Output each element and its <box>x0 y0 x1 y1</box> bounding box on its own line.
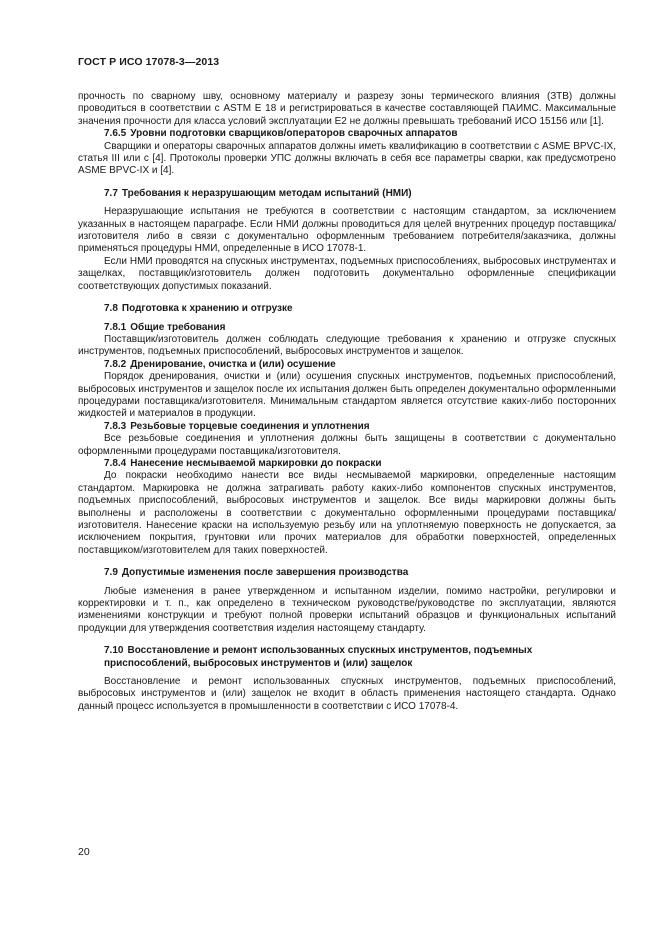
document-body <box>78 91 616 713</box>
heading-title: Требования к неразрушающим методам испытаний (НМИ) <box>121 187 412 199</box>
heading-title: Нанесение несмываемой маркировки до покраски <box>130 457 382 469</box>
paragraph: Любые изменения в ранее утвержденном и испытанном изделии, помимо настройки, регулировки и корректировки и т. п., как определено в техническом руководстве/руководстве по эксплуатации, являются изменениями конструкции и требуют полной проверки испытаний образцов и функциональных испытаний продукции для утверждения соответствия изделия настоящему стандарту. <box>78 585 616 634</box>
heading-number: 7.8.3 <box>104 420 127 432</box>
page-number: 20 <box>78 846 90 858</box>
paragraph: Порядок дренирования, очистки и (или) осушения спускных инструментов, подъемных приспособлений, выбросовых инструментов и защелок после их испытания должен быть определен документально оформленными процедурами поставщика/изготовителя. Минимальным стандартом является отсутствие каких-либо посторонних жидкостей и материалов в продукции. <box>78 371 616 420</box>
heading-number: 7.8.2 <box>104 358 127 370</box>
heading-number: 7.8 <box>104 303 118 315</box>
section-heading <box>78 645 616 670</box>
heading-title: Уровни подготовки сварщиков/операторов сварочных аппаратов <box>130 128 458 140</box>
subsection-heading <box>78 359 616 371</box>
heading-title: Подготовка к хранению и отгрузке <box>121 303 293 315</box>
page-header-title: ГОСТ Р ИСО 17078-3—2013 <box>78 56 220 68</box>
paragraph: Неразрушающие испытания не требуются в соответствии с настоящим стандартом, за исключением указанных в настоящем параграфе. Если НМИ должны проводиться для целей внутренних процедур поставщика/изготовителя либо в связи с документально оформленным требованием потребителя/заказчика, должны применяться процедуры НМИ, определенные в ИСО 17078-1. <box>78 206 616 255</box>
heading-title: Дренирование, очистка и (или) осушение <box>130 358 336 370</box>
heading-number: 7.8.4 <box>104 457 127 469</box>
section-heading <box>78 303 616 315</box>
section-heading <box>78 567 616 579</box>
heading-title: Допустимые изменения после завершения производства <box>121 567 409 579</box>
heading-number: 7.9 <box>104 567 118 579</box>
paragraph: Восстановление и ремонт использованных спускных инструментов, подъемных приспособлений, выбросовых инструментов и (или) защелок не входит в область применения настоящего стандарта. Однако данный процесс используется в промышленности в соответствии с ИСО 17078-4. <box>78 676 616 712</box>
paragraph: Сварщики и операторы сварочных аппаратов должны иметь квалификацию в соответствии с ASME BPVC-IX, статья III или с [4]. Протоколы проверки УПС должны включать в себя все параметры сварки, как предусмотрено ASME BPVC-IX и [4]. <box>78 140 616 177</box>
paragraph: До покраски необходимо нанести все виды несмываемой маркировки, определенные настоящим стандартом. Маркировка не должна затрагивать работу каких-либо компонентов спускных инструментов, подъемных приспособлений, выбросовых инструментов и защелок. Все виды маркировки должны быть выполнены и расположены в соответствии с документально оформленными процедурами поставщика/изготовителя. Нанесение краски на используемую резьбу или на уплотняемую поверхность не допускается, за исключением покрытия, грунтовки или прочих материалов для обработки поверхностей, определенных поставщиком/изготовителем для таких поверхностей. <box>78 470 616 556</box>
heading-number: 7.8.1 <box>104 321 127 333</box>
heading-title: Общие требования <box>130 321 226 333</box>
subsection-heading <box>78 322 616 334</box>
paragraph: Поставщик/изготовитель должен соблюдать следующие требования к хранению и отгрузке спускных инструментов, подъемных приспособлений, выбросовых инструментов и защелок. <box>78 333 616 358</box>
paragraph: Если НМИ проводятся на спускных инструментах, подъемных приспособлениях, выбросовых инструментах и защелках, поставщик/изготовитель должен подготовить документально оформленные спецификации соответствующих допустимых показаний. <box>78 255 616 292</box>
paragraph: прочность по сварному шву, основному материалу и разрезу зоны термического влияния (ЗТВ) должны проводиться в соответствии с ASTM Е 18 и регистрироваться в качестве составляющей ПАИМС. Максимальные значения прочности для класса условий эксплуатации Е2 не должны превышать требований ИСО 15156 или [1]. <box>78 91 616 127</box>
heading-number: 7.10 <box>104 645 124 657</box>
subsection-heading <box>78 128 616 140</box>
subsection-heading <box>78 421 616 433</box>
paragraph: Все резьбовые соединения и уплотнения должны быть защищены в соответствии с документально оформленными процедурами поставщика/изготовителя. <box>78 433 616 457</box>
heading-title: Резьбовые торцевые соединения и уплотнения <box>130 420 370 432</box>
heading-number: 7.7 <box>104 187 118 199</box>
subsection-heading <box>78 458 616 470</box>
heading-title: Восстановление и ремонт использованных спускных инструментов, подъемных приспособлений, выбросовых инструментов и (или) защелок <box>104 645 533 669</box>
section-heading <box>78 188 616 200</box>
heading-number: 7.6.5 <box>104 128 127 140</box>
